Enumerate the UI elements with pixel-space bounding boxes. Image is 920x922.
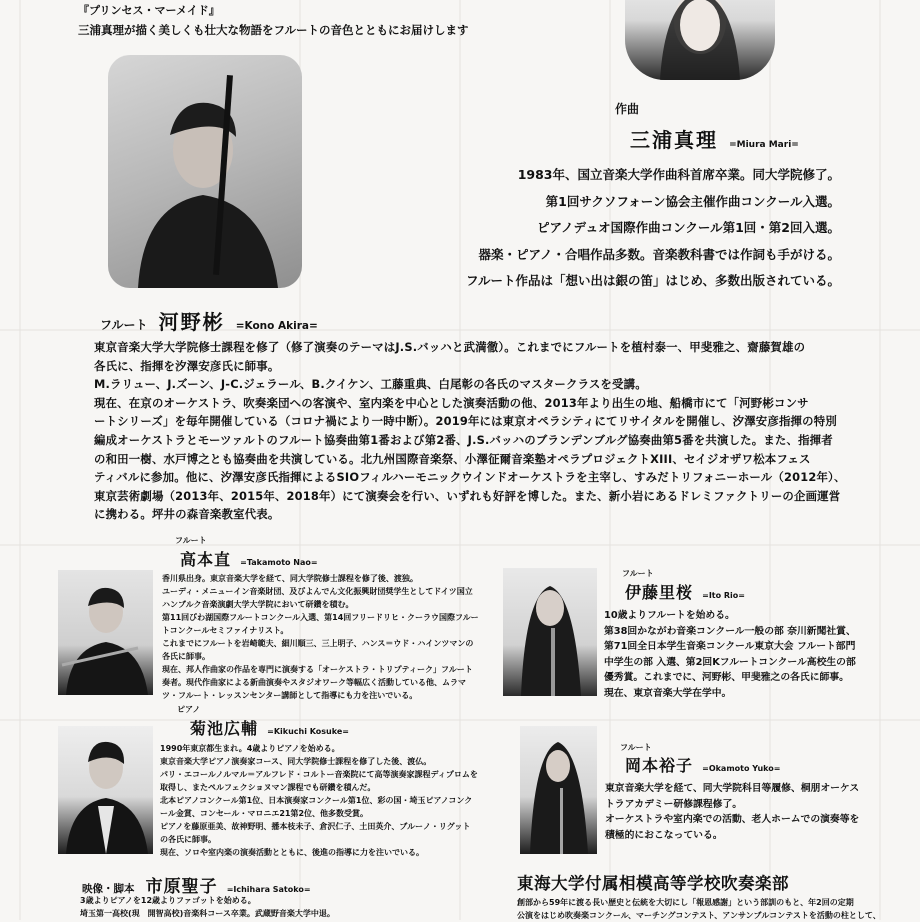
ito-romaji: =Ito Rio= [702,591,745,600]
flutist-bio-line: 編成オーケストラとモーツァルトのフルート協奏曲第1番および第2番、J.S.バッハのブランデンブルグ協奏曲第5番を共演した。また、指揮者 [94,432,833,447]
flutist-bio-line: 各氏に、指揮を汐澤安彦氏に師事。 [94,358,280,373]
kikuchi-romaji: =Kikuchi Kosuke= [267,727,349,736]
okamoto-bio-line: トラアカデミー研修課程修了。 [605,798,743,810]
composer-name: 三浦真理 [630,128,718,152]
ichihara-bio-line: 埼玉第一高校(現 開智高校)音楽科コース卒業。武蔵野音楽大学中退。 [80,909,335,918]
tokai-bio [517,896,912,922]
portrait-silhouette-icon [520,726,597,854]
tokai-bio-line: 創部から59年に渡る長い歴史と伝統を大切にし「報恩感謝」という部訓のもと、年2回の定期 [517,898,854,907]
composer-bio-line: 器楽・ピアノ・合唱作品多数。音楽教科書では作詞も手がける。 [478,246,840,262]
takamoto-name: 高本直 [180,550,232,569]
flutist-bio-line: 東京音楽大学大学院修士課程を修了（修了演奏のテーマはJ.S.バッハと武満徹）。これまでにフルートを植村泰一、甲斐雅之、齋藤賀雄の [94,340,806,354]
portrait-silhouette-icon [503,568,597,696]
composer-bio-line: 1983年、国立音楽大学作曲科首席卒業。同大学院修了。 [517,167,840,182]
kikuchi-bio [160,742,500,859]
kikuchi-photo [58,726,153,854]
flutist-bio-line: 東京芸術劇場（2013年、2015年、2018年）にて演奏会を行い、いずれも好評を博した。また、新小岩にあるドレミファクトリーの企画運営 [94,488,841,503]
flutist-romaji: =Kono Akira= [235,320,318,332]
kikuchi-bio-line: ピアノを藤原亜美、故神野明、播本枝未子、倉沢仁子、土田英介、ブルーノ・リグット [160,822,471,831]
portrait-silhouette-icon [108,55,302,288]
okamoto-bio [605,781,885,843]
ito-bio-line: 第38回かながわ音楽コンクール一般の部 奈川新聞社賞、 [604,625,856,637]
flutist-name: 河野彬 [158,310,225,334]
portrait-silhouette-icon [58,726,153,854]
takamoto-bio-line: これまでにフルートを岩崎範夫、細川順三、三上明子、ハンス＝ウド・ハインツマンの [162,639,474,648]
composer-role: 作曲 [615,102,640,116]
takamoto-bio-line: トコンクールセミファイナリスト。 [162,626,289,635]
kikuchi-name: 菊池広輔 [190,719,259,738]
ito-bio-line: 現在、東京音楽大学在学中。 [604,687,732,699]
portrait-silhouette-icon [625,0,775,80]
kikuchi-bio-line: 東京音楽大学ピアノ演奏家コース、同大学院修士課程を修了した後、渡仏。 [160,757,432,766]
portrait-silhouette-icon [58,570,153,695]
ito-bio-line: 第71回全日本学生音楽コンクール東京大会 フルート部門 [604,641,856,652]
takamoto-romaji: =Takamoto Nao= [240,558,318,567]
flutist-bio-line: ートシリーズ」を毎年開催している（コロナ禍により一時中断）。2019年には東京オペラシティにてリサイタルを開催し、汐澤安彦指揮の特別 [94,414,837,429]
ito-bio-line: 優秀賞。これまでに、河野彬、甲斐雅之の各氏に師事。 [604,672,849,683]
flutist-photo [108,55,302,288]
ito-bio [604,608,884,701]
header-subtitle: 三浦真理が描く美しくも壮大な物語をフルートの音色とともにお届けします [78,23,469,37]
header-title: 『プリンセス・マーメイド』 [78,4,220,17]
kikuchi-bio-line: 現在、ソロや室内楽の演奏活動とともに、後進の指導に力を注いでいる。 [160,848,424,857]
kikuchi-bio-line: パリ・エコールノルマル＝アルフレド・コルトー音楽院にて高等演奏家課程ディプロムを [160,770,478,779]
flutist-role: フルート [100,318,148,332]
kikuchi-role: ピアノ [177,705,201,714]
ichihara-bio [80,894,420,920]
ichihara-name: 市原聖子 [145,877,218,897]
okamoto-name: 岡本裕子 [625,756,694,775]
okamoto-bio-line: 東京音楽大学を経て、同大学院科目等履修、桐朋オーケス [605,783,860,794]
composer-photo [625,0,775,80]
takamoto-bio-line: 各氏に師事。 [162,652,210,661]
takamoto-bio-line: 現在、邦人作曲家の作品を専門に演奏する「オーケストラ・トリプティーク」フルート [162,665,473,674]
kikuchi-bio-line: 1990年東京都生まれ。4歳よりピアノを始める。 [160,744,340,753]
ichihara-role: 映像・脚本 [82,883,135,895]
flutist-bio-line: 現在、在京のオーケストラ、吹奏楽団への客演や、室内楽を中心とした演奏活動の他、2013年より出生の地、船橋市にて「河野彬コンサ [94,395,809,410]
takamoto-bio-line: 香川県出身。東京音楽大学を経て、同大学院修士課程を修了後、渡独。 [162,574,418,583]
kikuchi-name-block [190,716,349,739]
tokai-title: 東海大学付属相模高等学校吹奏楽部 [517,874,789,893]
takamoto-role: フルート [175,536,207,545]
composer-bio-line: 第1回サクソフォーン協会主催作曲コンクール入選。 [545,193,840,209]
ito-photo [503,568,597,696]
kikuchi-bio-line: 北本ピアノコンクール第1位、日本演奏家コンクール第1位、彩の国・埼玉ピアノコンク [160,796,473,805]
flutist-bio-line: ティバルに参加。他に、汐澤安彦氏指揮によるSIOフィルハーモニックウインドオーケストラを主宰し、すみだトリフォニーホール（2012年）、 [94,470,846,485]
flutist-name-block [100,306,318,335]
flutist-bio-line: に携わる。坪井の森音楽教室代表。 [94,507,280,522]
composer-bio-line: フルート作品は「想い出は銀の笛」はじめ、多数出版されている。 [465,273,840,288]
composer-name-block [630,124,799,153]
okamoto-bio-line: オーケストラや室内楽での活動、老人ホームでの演奏等を [605,814,860,825]
ito-name-block [625,580,745,603]
takamoto-bio [162,572,492,702]
takamoto-bio-line: 奏者。現代作曲家による新曲演奏やスタジオワーク等幅広く活動している他、ムラマ [162,678,466,687]
takamoto-name-block [180,547,318,570]
okamoto-romaji: =Okamoto Yuko= [702,764,781,773]
composer-bio [466,162,840,295]
takamoto-bio-line: 第11回びわ湖国際フルートコンクール入選、第14回フリードリヒ・クーラウ国際フルー [162,613,479,622]
flutist-bio-line: の和田一樹、水戸博之とも協奏曲を共演している。北九州国際音楽祭、小澤征爾音楽塾オペラプロジェクトXIII、セイジオザワ松本フェス [94,451,811,466]
ito-bio-line: 10歳よりフルートを始める。 [604,610,735,621]
flutist-bio [94,338,884,524]
takamoto-bio-line: ユーディ・メニューイン音楽財団、及びよんでん文化振興財団奨学生としてドイツ国立 [162,587,473,596]
takamoto-bio-line: ツ・フルート・レッスンセンター講師として指導にも力を注いでいる。 [162,691,418,700]
kikuchi-bio-line: ール金賞、コンセール・マロニエ21第2位、他多数受賞。 [160,809,369,818]
flutist-bio-line: M.ラリュー、J.ズーン、J-C.ジェラール、B.クイケン、工藤重典、白尾彰の各氏のマスタークラスを受講。 [94,377,647,392]
ito-role: フルート [622,569,654,578]
okamoto-role: フルート [620,743,652,752]
takamoto-bio-line: ハンブルク音楽演劇大学大学院において研鑽を積む。 [162,600,354,609]
ichihara-romaji: =Ichihara Satoko= [226,885,311,894]
ito-name: 伊藤里桜 [625,583,694,602]
okamoto-bio-line: 積極的におこなっている。 [605,829,723,841]
kikuchi-bio-line: 取得し、またペルフェクショヌマン課程でも研鑽を積んだ。 [160,783,376,792]
ichihara-bio-line: 3歳よりピアノを12歳よりファゴットを始める。 [80,896,256,905]
okamoto-name-block [625,753,780,776]
kikuchi-bio-line: の各氏に師事。 [160,835,216,844]
ito-bio-line: 中学生の部 入選、第2回Kフルートコンクール高校生の部 [604,656,856,668]
composer-romaji: =Miura Mari= [729,140,799,150]
tokai-bio-line: 公演をはじめ吹奏楽コンクール、マーチングコンテスト、アンサンブルコンテストを活動の柱として、 [517,911,881,920]
takamoto-photo [58,570,153,695]
okamoto-photo [520,726,597,854]
composer-bio-line: ピアノデュオ国際作曲コンクール第1回・第2回入選。 [536,220,840,235]
